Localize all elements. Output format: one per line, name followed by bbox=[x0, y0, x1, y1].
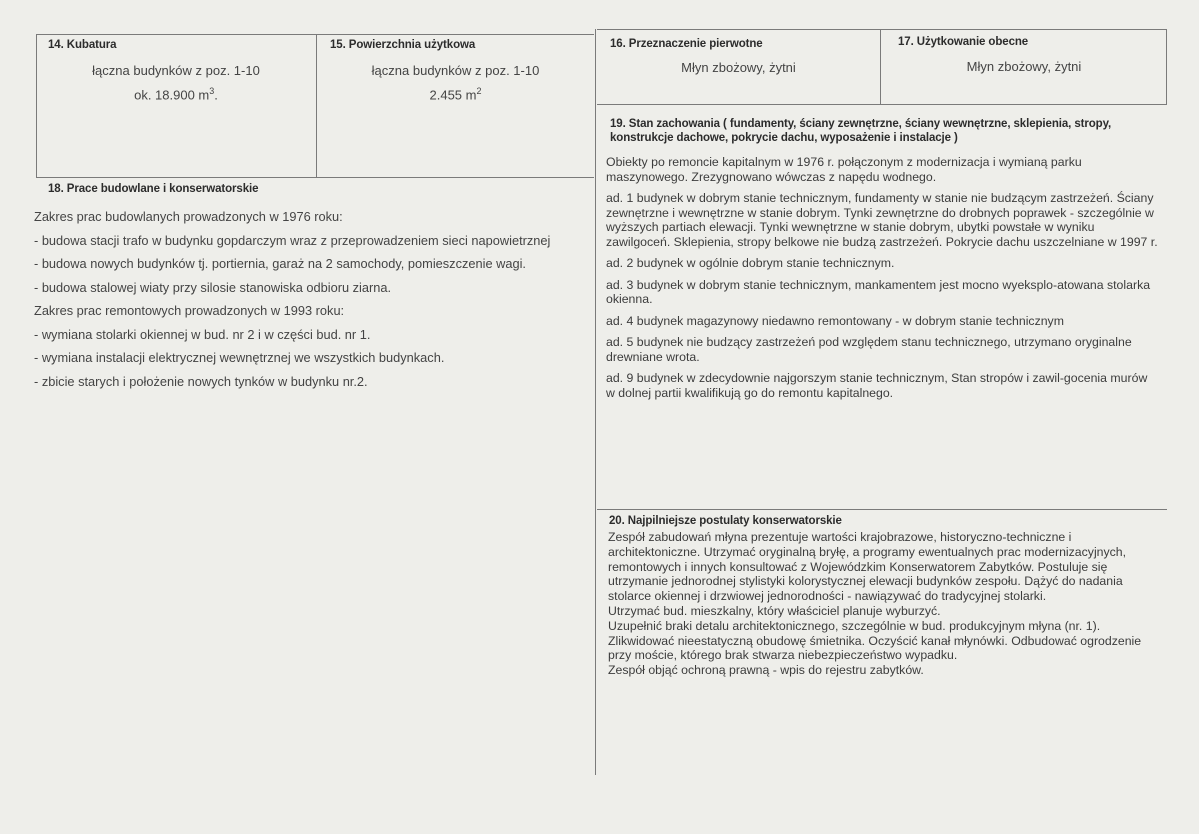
section-19-paragraph: ad. 2 budynek w ogólnie dobrym stanie technicznym. bbox=[606, 256, 895, 270]
section-15-content bbox=[316, 61, 595, 105]
section-19-paragraph: ad. 3 budynek w dobrym stanie technicznym, mankamentem jest mocno wyeksplo-atowana stolarka okienna. bbox=[606, 277, 1151, 306]
section-20-paragraph: Zespół zabudowań młyna prezentuje wartości krajobrazowe, historyczno-techniczne i architektoniczne. Utrzymać oryginalną bryłę, a programy ewentualnych prac modernizacyjnych, remontowych i innych konsultować z Wojewódzkim Konserwatorem Zabytków. Postuluje się utrzymanie jednorodnej stylistyki kolorystycznej elewacji budynków zespołu. Dążyć do nadania stolarce okiennej i drzwiowej jednorodności - nawiązywać do tradycyjnej stolarki. bbox=[608, 530, 1127, 604]
section-19-paragraph: ad. 9 budynek w zdecydownie najgorszym stanie technicznym, Stan stropów i zawil-gocenia murów w dolnej partii kwalifikują go do remontu kapitalnego. bbox=[606, 371, 1148, 400]
section-18-list bbox=[34, 209, 582, 397]
section-14-value: ok. 18.900 m bbox=[134, 87, 210, 103]
rule-right bbox=[1166, 29, 1167, 104]
section-18-title: 18. Prace budowlane i konserwatorskie bbox=[48, 183, 259, 195]
section-20-body bbox=[608, 530, 1159, 678]
section-20-title: 20. Najpilniejsze postulaty konserwatorskie bbox=[609, 515, 842, 527]
section-18-line: Zakres prac remontowych prowadzonych w 1993 roku: bbox=[34, 303, 345, 318]
section-19-paragraph: ad. 4 budynek magazynowy niedawno remontowany - w dobrym stanie technicznym bbox=[606, 313, 1064, 328]
section-15-line: łączna budynków z poz. 1-10 bbox=[371, 63, 540, 78]
section-18-line: Zakres prac budowlanych prowadzonych w 1976 roku: bbox=[34, 209, 343, 224]
section-18-line: - zbicie starych i położenie nowych tynków w budynku nr.2. bbox=[34, 373, 368, 389]
section-16-value: Młyn zbożowy, żytni bbox=[681, 60, 796, 75]
rule-below-16-17 bbox=[597, 104, 1167, 105]
section-17-value: Młyn zbożowy, żytni bbox=[966, 59, 1082, 74]
section-20-paragraph: Utrzymać bud. mieszkalny, który właściciel planuje wyburzyć. bbox=[608, 603, 941, 618]
section-19-paragraph: ad. 1 budynek w dobrym stanie technicznym, fundamenty w stanie nie budzącym zastrzeżeń. Ściany zewnętrzne i wewnętrzne w stanie dobrym. Tynki zewnętrzne do drobnych poprawek - szczególnie w wyższych partiach elewacji. Tynki wewnętrzne w stanie dobrym, ubytki powstałe w wyniku zawilgoceń. Sklepienia, stropy belkowe nie budzą zastrzeżeń. Pokrycie dachu uszczelniane w 1997 r. bbox=[606, 191, 1158, 249]
section-15-value: 2.455 m bbox=[429, 87, 477, 103]
section-19-body bbox=[606, 155, 1159, 407]
rule-top-right bbox=[597, 29, 1167, 30]
section-15-exponent: 2 bbox=[476, 86, 482, 96]
section-16-title: 16. Przeznaczenie pierwotne bbox=[610, 38, 763, 50]
section-19-paragraph: Obiekty po remoncie kapitalnym w 1976 r. połączonym z modernizacja i wymianą parku maszynowego. Zrezygnowano wówczas z napędu wodnego. bbox=[606, 155, 1082, 184]
rule-above-18 bbox=[36, 177, 594, 178]
rule-left bbox=[36, 34, 37, 177]
section-15-value-line bbox=[316, 81, 595, 105]
rule-top-left bbox=[36, 34, 594, 35]
section-20-paragraph: Zlikwidować nieestatyczną obudowę śmietnika. Oczyścić kanał młynówki. Odbudować ogrodzenie przy moście, którego brak stwarza niebezpieczeństwo wypadku. bbox=[608, 633, 1142, 663]
section-17-title: 17. Użytkowanie obecne bbox=[898, 36, 1029, 48]
section-18-line: - budowa stalowej wiaty przy silosie stanowiska odbioru ziarna. bbox=[34, 279, 392, 295]
section-15-title: 15. Powierzchnia użytkowa bbox=[330, 39, 476, 51]
rule-above-20 bbox=[597, 509, 1167, 510]
section-14-content bbox=[36, 61, 316, 105]
section-14-value-line bbox=[36, 81, 316, 105]
section-18-line: - wymiana instalacji elektrycznej wewnętrznej we wszystkich budynkach. bbox=[34, 350, 445, 365]
section-14-line: łączna budynków z poz. 1-10 bbox=[92, 63, 260, 78]
rule-center bbox=[595, 29, 596, 775]
section-19-title: 19. Stan zachowania ( fundamenty, ściany zewnętrzne, ściany wewnętrzne, sklepienia, stropy, konstrukcje dachowe, pokrycie dachu, wyposażenie i instalacje ) bbox=[610, 118, 1112, 144]
section-14-suffix: . bbox=[214, 87, 218, 103]
section-14-title: 14. Kubatura bbox=[48, 39, 117, 51]
rule-16-17 bbox=[880, 29, 881, 104]
section-18-line: - wymiana stolarki okiennej w bud. nr 2 i w części bud. nr 1. bbox=[34, 326, 371, 342]
section-19-paragraph: ad. 5 budynek nie budzący zastrzeżeń pod względem stanu technicznego, utrzymano oryginalne drewniane wrota. bbox=[606, 335, 1132, 364]
section-20-paragraph: Uzupełnić braki detalu architektonicznego, szczególnie w bud. produkcyjnym młyna (nr. 1). bbox=[608, 618, 1101, 633]
section-18-line: - budowa nowych budynków tj. portiernia, garaż na 2 samochody, pomieszczenie wagi. bbox=[34, 256, 526, 271]
rule-14-15 bbox=[316, 34, 317, 177]
section-18-line: - budowa stacji trafo w budynku gopdarczym wraz z przeprowadzeniem sieci napowietrznej bbox=[34, 232, 551, 248]
section-20-paragraph: Zespół objąć ochroną prawną - wpis do rejestru zabytków. bbox=[608, 663, 924, 678]
section-14-exponent: 3 bbox=[209, 86, 215, 96]
